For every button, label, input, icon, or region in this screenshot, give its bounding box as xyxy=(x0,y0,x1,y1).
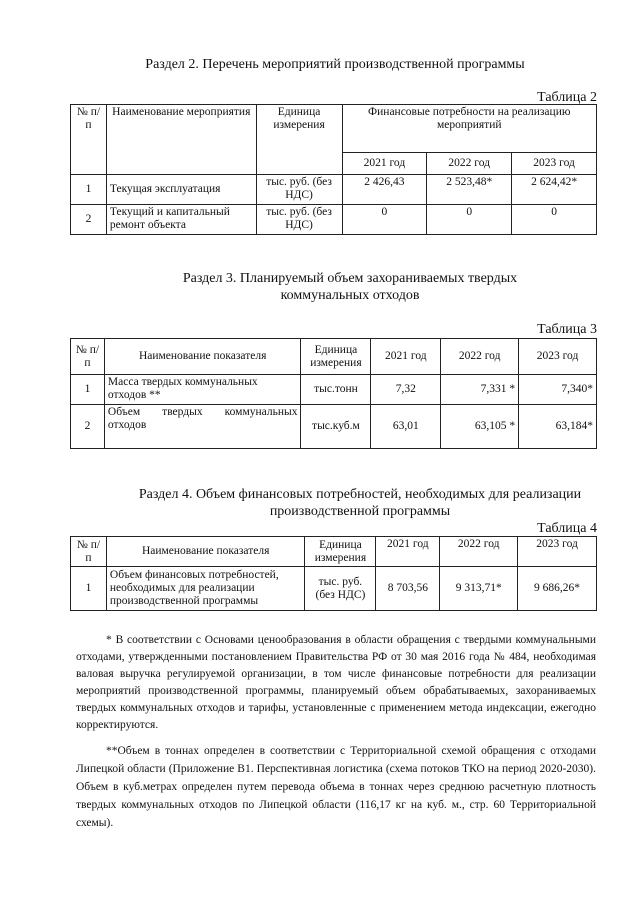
table4-header-2022: 2022 год xyxy=(440,537,518,567)
table4-row1-unit: тыс. руб. (без НДС) xyxy=(305,567,376,611)
table3-row1-name: Масса твердых коммунальных отходов ** xyxy=(104,375,301,405)
table2-header-2023: 2023 год xyxy=(512,153,597,175)
table3-row2-name: Объем твердых коммунальных отходов xyxy=(104,405,301,449)
table3-header-2021: 2021 год xyxy=(371,339,441,375)
table2-header-name: Наименование мероприятия xyxy=(106,105,256,175)
table3-label: Таблица 3 xyxy=(537,322,597,337)
table3-header-num: № п/п xyxy=(71,339,105,375)
table3-row1-unit: тыс.тонн xyxy=(301,375,371,405)
section3-heading-line1: Раздел 3. Планируемый объем захораниваемых твердых xyxy=(182,271,518,286)
section2-heading: Раздел 2. Перечень мероприятий производственной программы xyxy=(145,57,525,72)
table2-row2-2022: 0 xyxy=(427,205,512,235)
table3-header-unit: Единица измерения xyxy=(301,339,371,375)
table3-row2-unit: тыс.куб.м xyxy=(301,405,371,449)
table2 xyxy=(70,104,597,235)
table2-row2-num: 2 xyxy=(71,205,107,235)
table2-row1-2022: 2 523,48* xyxy=(427,175,512,205)
table-row xyxy=(71,175,597,205)
table2-row1-2023: 2 624,42* xyxy=(512,175,597,205)
table-row xyxy=(71,567,597,611)
section4-heading-line1: Раздел 4. Объем финансовых потребностей, необходимых для реализации xyxy=(138,487,582,502)
table3-row1-2023: 7,340* xyxy=(519,375,597,405)
table4-row1-name: Объем финансовых потребностей, необходимых для реализации производственной программы xyxy=(106,567,305,611)
table3 xyxy=(70,338,597,449)
table4 xyxy=(70,536,597,611)
table3-row1-2022: 7,331 * xyxy=(441,375,519,405)
section4-heading-line2: производственной программы xyxy=(269,504,451,519)
section3-heading xyxy=(110,270,590,304)
table2-row2-2021: 0 xyxy=(342,205,427,235)
table2-header-finance: Финансовые потребности на реализацию мероприятий xyxy=(342,105,597,153)
table2-header-unit: Единица измерения xyxy=(256,105,342,175)
table4-header-2023: 2023 год xyxy=(518,537,597,567)
table2-row1-unit: тыс. руб. (без НДС) xyxy=(256,175,342,205)
table-row xyxy=(71,405,597,449)
table4-row1-2023: 9 686,26* xyxy=(518,567,597,611)
table3-row2-2021: 63,01 xyxy=(371,405,441,449)
table4-header-name: Наименование показателя xyxy=(106,537,305,567)
table-row xyxy=(71,375,597,405)
table2-row1-2021: 2 426,43 xyxy=(342,175,427,205)
table4-row1-num: 1 xyxy=(71,567,107,611)
table3-header-2023: 2023 год xyxy=(519,339,597,375)
table2-row2-2023: 0 xyxy=(512,205,597,235)
section4-heading xyxy=(95,486,625,520)
table2-row1-name: Текущая эксплуатация xyxy=(106,175,256,205)
table-row xyxy=(71,205,597,235)
table3-header-2022: 2022 год xyxy=(441,339,519,375)
table4-label: Таблица 4 xyxy=(537,521,597,536)
table3-row2-2022: 63,105 * xyxy=(441,405,519,449)
table2-row2-name: Текущий и капитальный ремонт объекта xyxy=(106,205,256,235)
table4-header-unit: Единица измерения xyxy=(305,537,376,567)
table4-row1-2021: 8 703,56 xyxy=(376,567,440,611)
table2-label: Таблица 2 xyxy=(537,90,597,105)
table2-row1-num: 1 xyxy=(71,175,107,205)
footnote-2: **Объем в тоннах определен в соответствии с Территориальной схемой обращения с отходами Липецкой области (Приложение В1. Перспективная логистика (схема потоков ТКО на период 2020-2030). Объем в куб.метрах определен путем перевода объема в тоннах через среднюю расчетную плотность твердых коммунальных отходов по Липецкой области (116,17 кг на куб. м., стр. 60 Территориальной схемы). xyxy=(76,745,596,829)
table4-header-2021: 2021 год xyxy=(376,537,440,567)
table2-header-num: № п/п xyxy=(71,105,107,175)
table3-row1-num: 1 xyxy=(71,375,105,405)
table3-row1-2021: 7,32 xyxy=(371,375,441,405)
table2-row2-unit: тыс. руб. (без НДС) xyxy=(256,205,342,235)
table3-row2-num: 2 xyxy=(71,405,105,449)
table3-header-name: Наименование показателя xyxy=(104,339,301,375)
footnote-1: * В соответствии с Основами ценообразования в области обращения с твердыми коммунальными отходами, утвержденными постановлением Правительства РФ от 30 мая 2016 года № 484, необходимая валовая выручка регулируемой организации, в том числе финансовые потребности для реализации мероприятий производственной программы, планируемый объем обрабатываемых, захораниваемых твердых коммунальных отходов и тарифы, установленные с применением метода индексации, ежегодно корректируются. xyxy=(76,634,596,731)
table2-header-2022: 2022 год xyxy=(427,153,512,175)
table2-header-2021: 2021 год xyxy=(342,153,427,175)
table3-row2-2023: 63,184* xyxy=(519,405,597,449)
section3-heading-line2: коммунальных отходов xyxy=(280,288,420,303)
table4-row1-2022: 9 313,71* xyxy=(440,567,518,611)
table4-header-num: № п/п xyxy=(71,537,107,567)
